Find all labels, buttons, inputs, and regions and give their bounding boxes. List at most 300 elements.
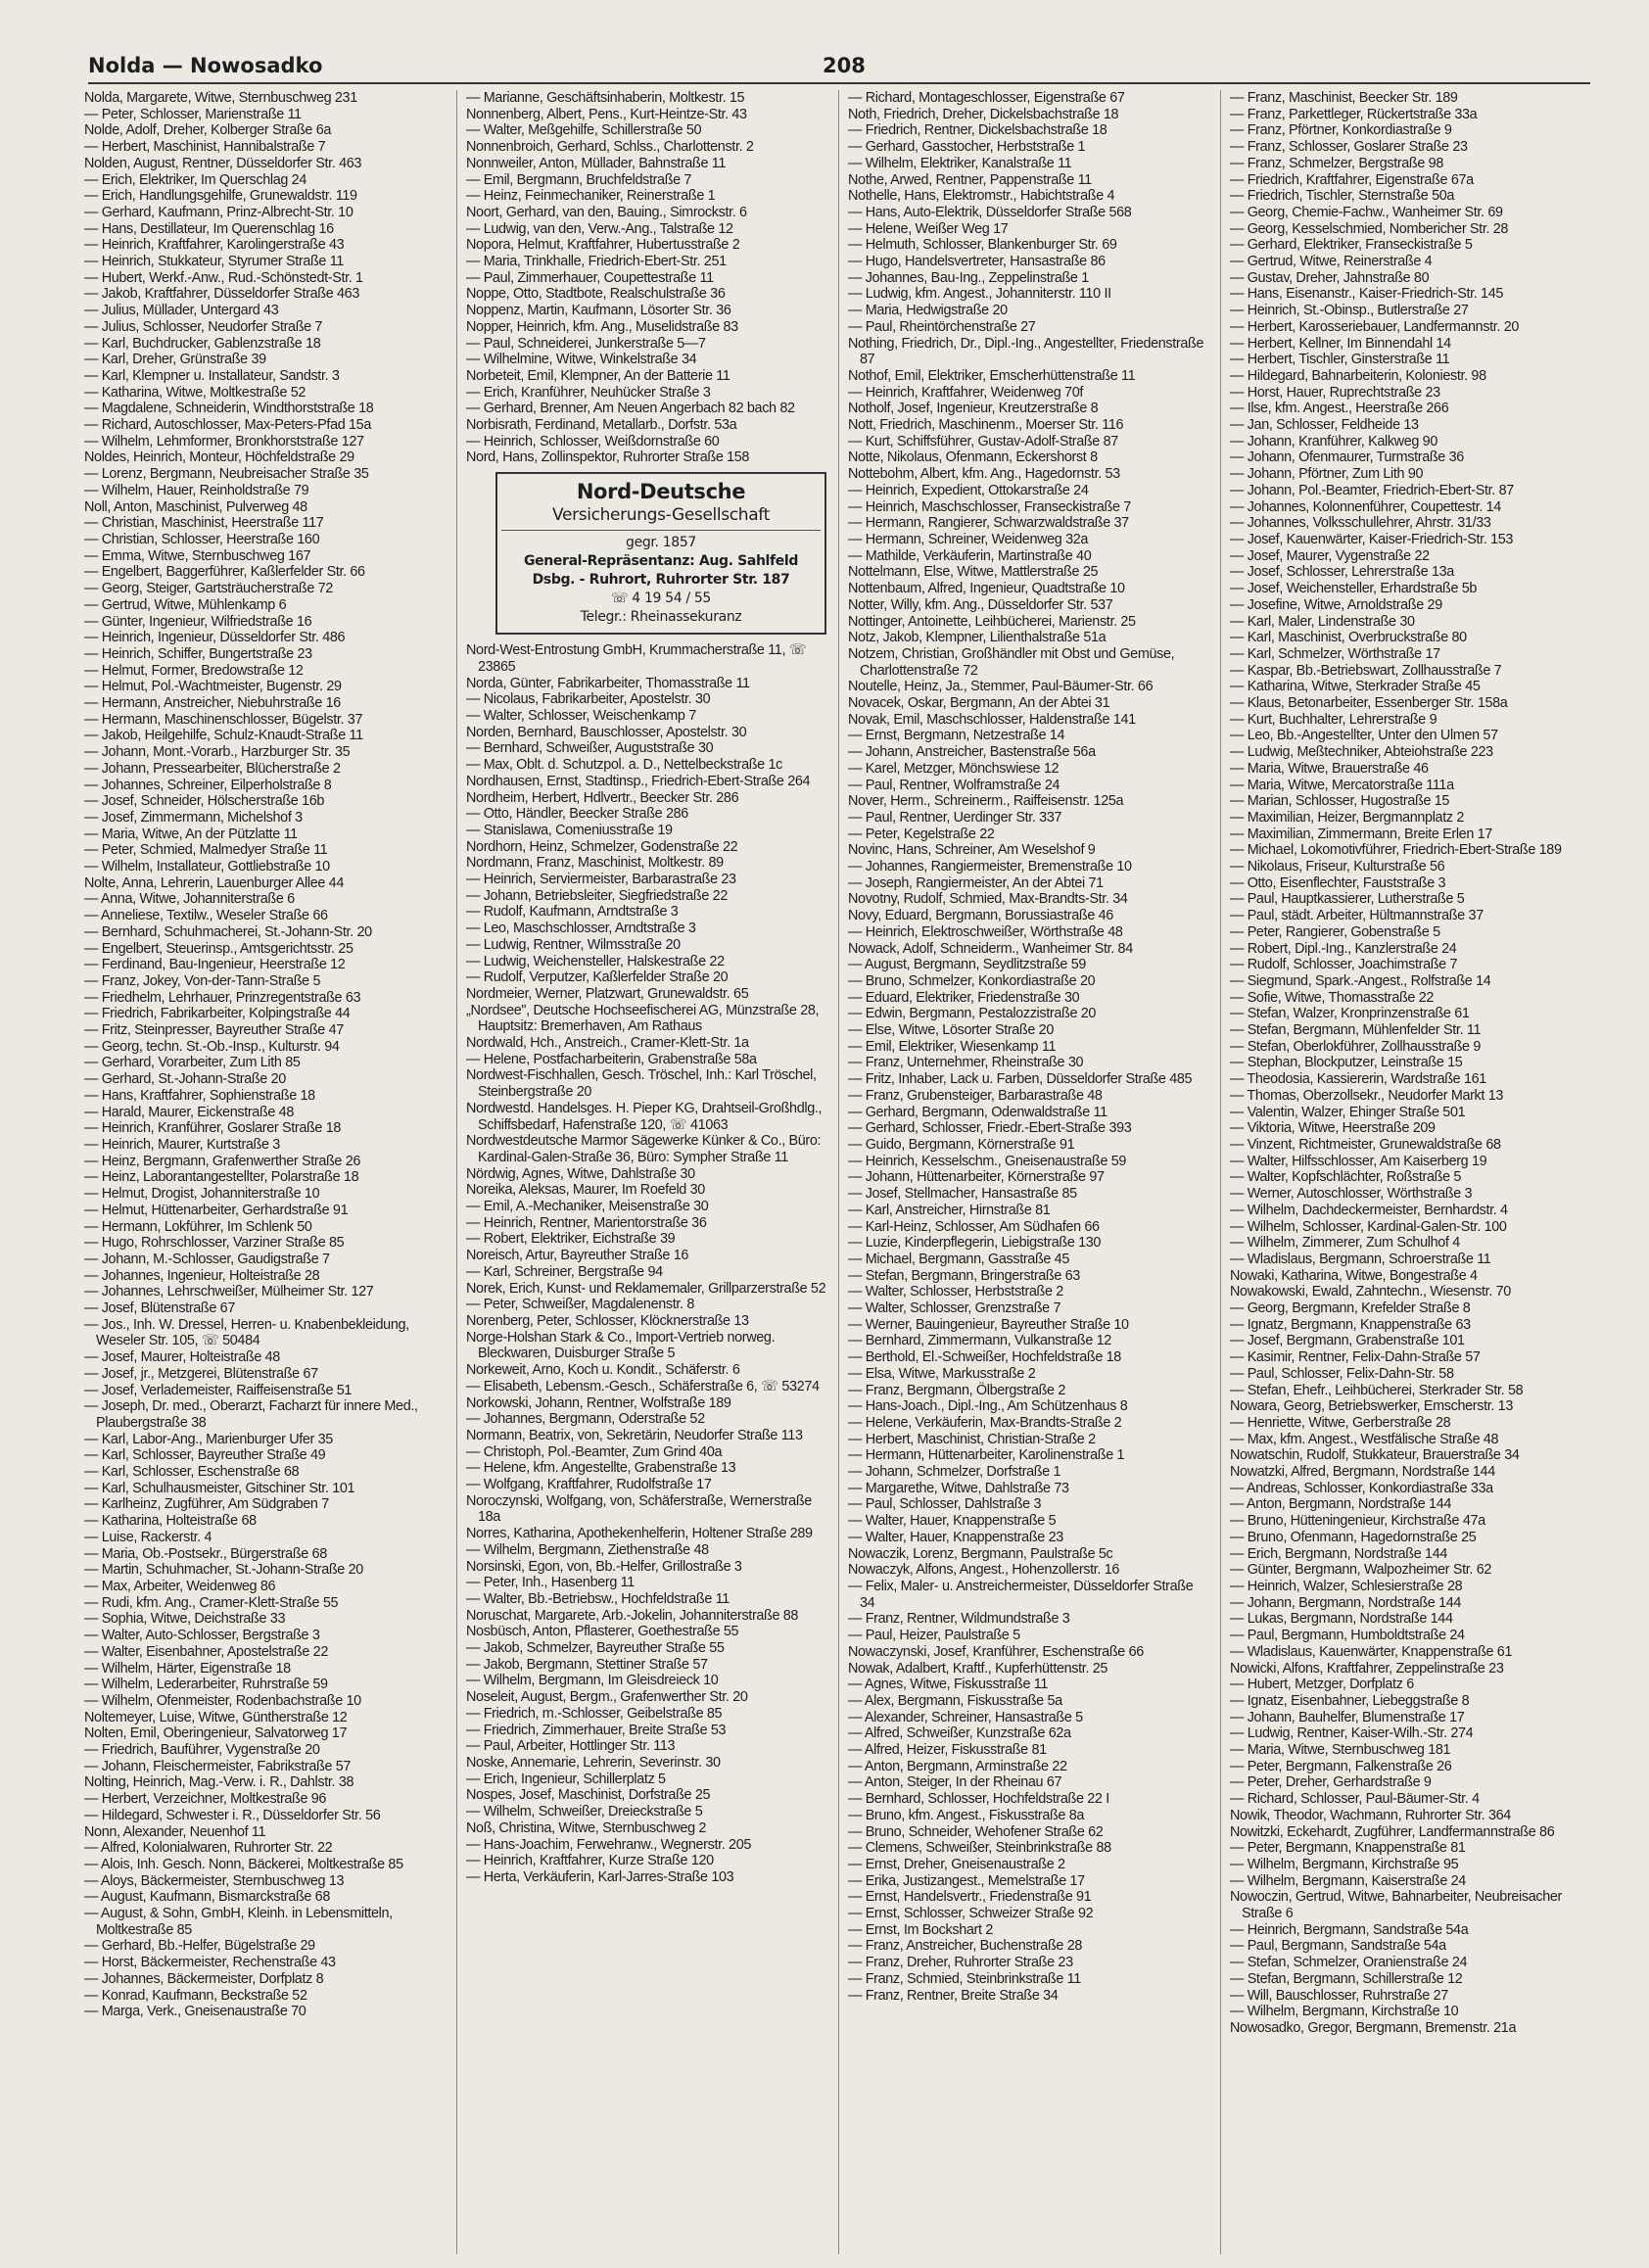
directory-entry: — Heinrich, Schlosser, Weißdornstraße 60 — [466, 433, 720, 449]
directory-entry: — Helene, Verkäuferin, Max-Brandts-Straße 2 — [848, 1414, 1122, 1431]
directory-entry: — Heinz, Bergmann, Grafenwerther Straße 26 — [84, 1153, 361, 1169]
directory-entry: Nonnenberg, Albert, Pens., Kurt-Heintze-Str. 43 — [466, 106, 747, 122]
directory-entry: — Franz, Parkettleger, Rückertstraße 33a — [1230, 106, 1478, 122]
directory-entry: Nottebohm, Albert, kfm. Ang., Hagedornstr. 53 — [848, 466, 1120, 483]
directory-entry: Nolten, Emil, Oberingenieur, Salvatorweg 17 — [84, 1725, 348, 1742]
directory-entry: Norres, Katharina, Apothekenhelferin, Holtener Straße 289 — [466, 1526, 813, 1542]
directory-entry: — Alfred, Schweißer, Kunzstraße 62a — [848, 1725, 1071, 1742]
directory-entry: — Katharina, Holteistraße 68 — [84, 1513, 257, 1530]
directory-entry: — Jakob, Bergmann, Stettiner Straße 57 — [466, 1656, 708, 1673]
directory-entry: — Stefan, Bergmann, Schillerstraße 12 — [1230, 1970, 1463, 1987]
directory-entry: — Josefine, Witwe, Arnoldstraße 29 — [1230, 596, 1442, 613]
directory-entry: — Erika, Justizangest., Memelstraße 17 — [848, 1872, 1085, 1889]
directory-entry: — Walter, Bb.-Betriebsw., Hochfeldstraße 11 — [466, 1590, 730, 1607]
directory-entry: Nopora, Helmut, Kraftfahrer, Hubertusstraße 2 — [466, 237, 740, 254]
directory-entry: — Leo, Maschschlosser, Arndtstraße 3 — [466, 921, 696, 937]
directory-entry: — Friedrich, Rentner, Dickelsbachstraße 18 — [848, 122, 1107, 139]
directory-entry: Norenberg, Peter, Schlosser, Klöcknerstraße 13 — [466, 1313, 749, 1329]
directory-entry: — Johann, Schmelzer, Dorfstraße 1 — [848, 1464, 1061, 1481]
directory-entry: Noppenz, Martin, Kaufmann, Lösorter Str. 36 — [466, 303, 731, 319]
directory-entry: — Josef, Bergmann, Grabenstraße 101 — [1230, 1333, 1465, 1349]
directory-entry: — Josef, Weichensteller, Erhardstraße 5b — [1230, 581, 1478, 597]
directory-entry: — Heinrich, Schiffer, Bungertstraße 23 — [84, 645, 312, 662]
directory-entry: — Gerhard, Schlosser, Friedr.-Ebert-Straße 393 — [848, 1120, 1132, 1137]
directory-entry: — Rudolf, Kaufmann, Arndtstraße 3 — [466, 904, 679, 921]
directory-entry: Noort, Gerhard, van den, Bauing., Simrockstr. 6 — [466, 204, 747, 220]
directory-entry: — Walter, Schlosser, Herbststraße 2 — [848, 1284, 1063, 1300]
directory-entry: — Luise, Rackerstr. 4 — [84, 1529, 212, 1545]
directory-entry: — Josef, Zimmermann, Michelshof 3 — [84, 809, 303, 826]
directory-entry: — Walter, Hauer, Knappenstraße 23 — [848, 1529, 1063, 1545]
directory-entry: Nowicki, Alfons, Kraftfahrer, Zeppelinstraße 23 — [1230, 1660, 1504, 1677]
directory-entry: — Peter, Dreher, Gerhardstraße 9 — [1230, 1774, 1432, 1791]
directory-entry: — Engelbert, Baggerführer, Kaßlerfelder Str. 66 — [84, 564, 365, 581]
directory-entry: — Wilhelm, Bergmann, Kirchstraße 10 — [1230, 2004, 1459, 2020]
directory-entry: Nowaczik, Lorenz, Bergmann, Paulstraße 5c — [848, 1545, 1113, 1562]
directory-entry: — Alois, Inh. Gesch. Nonn, Bäckerei, Moltkestraße 85 — [84, 1856, 403, 1872]
directory-entry: — Paul, Heizer, Paulstraße 5 — [848, 1628, 1020, 1644]
directory-entry: — Johann, Ofenmaurer, Turmstraße 36 — [1230, 449, 1464, 466]
directory-entry: — Christian, Schlosser, Heerstraße 160 — [84, 531, 320, 547]
directory-entry: — Maria, Witwe, Sternbuschweg 181 — [1230, 1742, 1451, 1759]
directory-entry: — Franz, Jokey, Von-der-Tann-Straße 5 — [84, 972, 321, 989]
directory-entry: — Michael, Lokomotivführer, Friedrich-Ebert-Straße 189 — [1230, 842, 1562, 859]
directory-entry: — Georg, techn. St.-Ob.-Insp., Kulturstr. 94 — [84, 1038, 340, 1055]
directory-entry: — Ludwig, Rentner, Kaiser-Wilh.-Str. 274 — [1230, 1725, 1474, 1742]
directory-entry: — Stefan, Walzer, Kronprinzenstraße 61 — [1230, 1006, 1470, 1022]
column-4 — [1230, 90, 1592, 2254]
directory-entry: — Maria, Hedwigstraße 20 — [848, 303, 1008, 319]
directory-entry: — Stefan, Ehefr., Leihbücherei, Sterkrader Str. 58 — [1230, 1382, 1524, 1398]
directory-entry: — Emil, Elektriker, Wiesenkamp 11 — [848, 1038, 1057, 1055]
directory-entry: — Peter, Rangierer, Gobenstraße 5 — [1230, 923, 1440, 940]
directory-entry: Nolte, Anna, Lehrerin, Lauenburger Allee 44 — [84, 874, 344, 891]
directory-entry: — Franz, Anstreicher, Buchenstraße 28 — [848, 1938, 1083, 1955]
directory-entry: — Bruno, Hütteningenieur, Kirchstraße 47a — [1230, 1513, 1485, 1530]
directory-entry: Nonn, Alexander, Neuenhof 11 — [84, 1823, 266, 1840]
directory-entry: Noldes, Heinrich, Monteur, Höchfeldstraße 29 — [84, 449, 354, 466]
directory-entry: — Hugo, Handelsvertreter, Hansastraße 86 — [848, 254, 1106, 270]
directory-entry: — Heinrich, Kraftfahrer, Weidenweg 70f — [848, 384, 1083, 401]
directory-entry: — Gerhard, Brenner, Am Neuen Angerbach 82 bach 82 — [466, 401, 795, 417]
directory-entry: — Erich, Kranführer, Neuhücker Straße 3 — [466, 384, 711, 401]
directory-entry: — Michael, Bergmann, Gasstraße 45 — [848, 1251, 1069, 1267]
directory-entry: — Werner, Bauingenieur, Bayreuther Straße 10 — [848, 1316, 1129, 1333]
ad-address: Dsbg. - Ruhrort, Ruhrorter Str. 187 — [532, 572, 790, 589]
directory-entry: — Andreas, Schlosser, Konkordiastraße 33a — [1230, 1480, 1493, 1496]
header-range: Nolda — Nowosadko — [88, 54, 323, 77]
directory-entry: — Peter, Inh., Hasenberg 11 — [466, 1575, 635, 1591]
directory-entry: Notzem, Christian, Großhändler mit Obst und Gemüse, Charlottenstraße 72 — [848, 645, 1175, 679]
directory-entry: — Christian, Maschinist, Heerstraße 117 — [84, 515, 324, 532]
ad-name-line1: Nord-Deutsche — [576, 480, 746, 504]
directory-entry: — Ernst, Im Bockshart 2 — [848, 1921, 993, 1938]
directory-entry: Nördwig, Agnes, Witwe, Dahlstraße 30 — [466, 1165, 695, 1182]
directory-entry: Nowack, Adolf, Schneiderm., Wanheimer Str. 84 — [848, 940, 1133, 957]
directory-entry: — Hans, Destillateur, Im Querenschlag 16 — [84, 220, 334, 237]
directory-entry: Novinc, Hans, Schreiner, Am Weselshof 9 — [848, 842, 1096, 859]
directory-entry: — Herbert, Karosseriebauer, Landfermannstr. 20 — [1230, 318, 1520, 335]
directory-entry: — Wilhelm, Ofenmeister, Rodenbachstraße 10 — [84, 1692, 361, 1709]
directory-entry: — Rudolf, Verputzer, Kaßlerfelder Straße 20 — [466, 969, 729, 986]
directory-entry: — Erich, Elektriker, Im Querschlag 24 — [84, 171, 306, 188]
directory-entry: Nolda, Margarete, Witwe, Sternbuschweg 231 — [84, 90, 357, 106]
directory-entry: — Anton, Bergmann, Nordstraße 144 — [1230, 1496, 1452, 1513]
directory-entry: Noseleit, August, Bergm., Grafenwerther Str. 20 — [466, 1689, 748, 1706]
directory-entry: — Maria, Witwe, Brauerstraße 46 — [1230, 760, 1429, 777]
directory-entry: Nowitzki, Eckehardt, Zugführer, Landfermannstraße 86 — [1230, 1823, 1555, 1840]
directory-entry: Noltemeyer, Luise, Witwe, Güntherstraße 12 — [84, 1709, 348, 1725]
directory-entry: — Heinrich, Serviermeister, Barbarastraße 23 — [466, 872, 736, 888]
directory-entry: — Hugo, Rohrschlosser, Varziner Straße 85 — [84, 1235, 345, 1252]
directory-entry: — Maria, Ob.-Postsekr., Bürgerstraße 68 — [84, 1545, 327, 1562]
directory-entry: — Christoph, Pol.-Beamter, Zum Grind 40a — [466, 1443, 723, 1460]
directory-entry: — Bruno, Ofenmann, Hagedornstraße 25 — [1230, 1529, 1477, 1545]
directory-entry: — Josef, Stellmacher, Hansastraße 85 — [848, 1186, 1077, 1203]
directory-entry: — Thomas, Oberzollsekr., Neudorfer Markt 13 — [1230, 1087, 1504, 1104]
directory-entry: — Wilhelm, Hauer, Reinholdstraße 79 — [84, 482, 309, 498]
directory-entry: — Wilhelm, Härter, Eigenstraße 18 — [84, 1660, 291, 1677]
directory-entry: — Bruno, Schmelzer, Konkordiastraße 20 — [848, 972, 1096, 989]
directory-entry: — Wilhelm, Elektriker, Kanalstraße 11 — [848, 155, 1072, 171]
directory-entry: — Johannes, Bergmann, Oderstraße 52 — [466, 1411, 705, 1428]
directory-entry: — Johannes, Lehrschweißer, Mülheimer Str. 127 — [84, 1284, 374, 1300]
directory-entry: — Clemens, Schweißer, Steinbrinkstraße 88 — [848, 1840, 1111, 1857]
directory-entry: — Gerhard, Kaufmann, Prinz-Albrecht-Str. 10 — [84, 204, 353, 220]
directory-entry: Nonnweiler, Anton, Müllader, Bahnstraße 11 — [466, 155, 727, 171]
directory-entry: Nordheim, Herbert, Hdlvertr., Beecker Str. 286 — [466, 789, 739, 806]
directory-entry: Novy, Eduard, Bergmann, Borussiastraße 46 — [848, 908, 1113, 924]
directory-entry: — Anneliese, Textilw., Weseler Straße 66 — [84, 908, 328, 924]
directory-entry: — Hans-Joachim, Ferwehranw., Wegnerstr. 205 — [466, 1836, 752, 1853]
directory-entry: — Ludwig, kfm. Angest., Johanniterstr. 110 II — [848, 286, 1111, 303]
directory-entry: — Josef, Blütenstraße 67 — [84, 1300, 235, 1317]
directory-entry: — Paul, Arbeiter, Hottlinger Str. 113 — [466, 1738, 676, 1755]
directory-entry: — Emil, A.-Mechaniker, Meisenstraße 30 — [466, 1199, 709, 1215]
directory-entry: Nowara, Georg, Betriebswerker, Emscherstr. 13 — [1230, 1398, 1513, 1415]
directory-entry: — Helmut, Pol.-Wachtmeister, Bugenstr. 29 — [84, 679, 342, 695]
directory-entry: — Paul, Schneiderei, Junkerstraße 5—7 — [466, 335, 706, 352]
directory-entry: — Paul, Schlosser, Dahlstraße 3 — [848, 1496, 1042, 1513]
directory-entry: — Helene, Postfacharbeiterin, Grabenstraße 58a — [466, 1051, 757, 1067]
directory-entry: — Werner, Autoschlosser, Wörthstraße 3 — [1230, 1186, 1473, 1203]
directory-entry: — Wladislaus, Bergmann, Schroerstraße 11 — [1230, 1251, 1491, 1267]
directory-entry: — Karl, Maler, Lindenstraße 30 — [1230, 613, 1415, 630]
directory-entry: Notter, Willy, kfm. Ang., Düsseldorfer Str. 537 — [848, 596, 1113, 613]
directory-entry: — Heinrich, Expedient, Ottokarstraße 24 — [848, 482, 1089, 498]
directory-entry: — Kasimir, Rentner, Felix-Dahn-Straße 57 — [1230, 1349, 1481, 1366]
directory-entry: — Wilhelm, Lederarbeiter, Ruhrstraße 59 — [84, 1677, 328, 1693]
directory-entry: Nordwestd. Handelsges. H. Pieper KG, Drahtseil-Großhdlg., Schiffsbedarf, Hafenstraße 120, ☏ 41063 — [466, 1100, 823, 1133]
column-rule — [456, 90, 457, 2254]
directory-entry: — Rudolf, Schlosser, Joachimstraße 7 — [1230, 957, 1458, 973]
directory-entry: — Gustav, Dreher, Jahnstraße 80 — [1230, 269, 1430, 286]
directory-entry: — Fritz, Steinpresser, Bayreuther Straße 47 — [84, 1022, 344, 1039]
directory-entry: — Josef, Maurer, Holteistraße 48 — [84, 1349, 280, 1366]
directory-entry: — Peter, Bergmann, Knappenstraße 81 — [1230, 1840, 1466, 1857]
directory-entry: — Ludwig, Weichensteller, Halskestraße 22 — [466, 953, 725, 969]
ad-founded: gegr. 1857 — [626, 535, 696, 551]
directory-entry: — Erich, Ingenieur, Schillerplatz 5 — [466, 1771, 666, 1787]
directory-entry: — Jakob, Schmelzer, Bayreuther Straße 55 — [466, 1640, 725, 1657]
directory-entry: — Karl, Schmelzer, Wörthstraße 17 — [1230, 645, 1440, 662]
directory-entry: — Heinrich, Kranführer, Goslarer Straße 18 — [84, 1120, 342, 1137]
directory-entry: — Herbert, Verzeichner, Moltkestraße 96 — [84, 1791, 327, 1808]
directory-entry: Nolden, August, Rentner, Düsseldorfer Str. 463 — [84, 155, 362, 171]
directory-entry: — Josef, Schneider, Hölscherstraße 16b — [84, 793, 325, 810]
directory-entry: — Magdalene, Schneiderin, Windthorststraße 18 — [84, 401, 374, 417]
directory-entry: — Alfred, Heizer, Fiskusstraße 81 — [848, 1742, 1047, 1759]
directory-entry: Noppe, Otto, Stadtbote, Realschulstraße 36 — [466, 286, 726, 303]
directory-entry: — Johann, Kranführer, Kalkweg 90 — [1230, 433, 1437, 449]
directory-entry: Norda, Günter, Fabrikarbeiter, Thomasstraße 11 — [466, 675, 750, 691]
directory-entry: — Maximilian, Zimmermann, Breite Erlen 17 — [1230, 826, 1492, 842]
directory-entry: Noreika, Aleksas, Maurer, Im Roefeld 30 — [466, 1182, 705, 1199]
directory-entry: — Ludwig, Rentner, Wilmsstraße 20 — [466, 936, 681, 953]
directory-entry: — Richard, Autoschlosser, Max-Peters-Pfad 15a — [84, 417, 371, 434]
directory-entry: — Klaus, Betonarbeiter, Essenberger Str. 158a — [1230, 695, 1508, 712]
directory-entry: Noreisch, Artur, Bayreuther Straße 16 — [466, 1248, 689, 1264]
directory-entry: — Hans, Kraftfahrer, Sophienstraße 18 — [84, 1087, 315, 1104]
column-1 — [84, 90, 447, 2254]
directory-entry: — Walter, Hauer, Knappenstraße 5 — [848, 1513, 1057, 1530]
directory-entry: Nospes, Josef, Maschinist, Dorfstraße 25 — [466, 1787, 711, 1804]
directory-entry: Noll, Anton, Maschinist, Pulverweg 48 — [84, 498, 307, 515]
directory-entry: — Marianne, Geschäftsinhaberin, Moltkestr. 15 — [466, 90, 745, 106]
directory-entry: Nowak, Adalbert, Kraftf., Kupferhüttenstr. 25 — [848, 1660, 1108, 1677]
directory-entry: — Felix, Maler- u. Anstreichermeister, Düsseldorfer Straße 34 — [848, 1578, 1194, 1611]
directory-entry: — Karel, Metzger, Mönchswiese 12 — [848, 760, 1060, 777]
directory-entry: — Stephan, Blockputzer, Leinstraße 15 — [1230, 1055, 1463, 1071]
directory-entry: — Ernst, Bergmann, Netzestraße 14 — [848, 728, 1065, 744]
directory-entry: — Gerhard, St.-Johann-Straße 20 — [84, 1071, 286, 1088]
directory-entry: — Walter, Eisenbahner, Apostelstraße 22 — [84, 1643, 328, 1660]
directory-entry: — Stefan, Bergmann, Bringerstraße 63 — [848, 1267, 1080, 1284]
directory-entry: — Karl, Schlosser, Eschenstraße 68 — [84, 1464, 300, 1481]
directory-entry: — Günter, Bergmann, Walpozheimer Str. 62 — [1230, 1562, 1492, 1579]
directory-entry: Nottinger, Antoinette, Leihbücherei, Marienstr. 25 — [848, 613, 1136, 630]
directory-entry: — Ernst, Dreher, Gneisenaustraße 2 — [848, 1856, 1065, 1872]
directory-entry: — Johann, Pförtner, Zum Lith 90 — [1230, 466, 1424, 483]
directory-entry: — Wilhelm, Lehmformer, Bronkhorststraße 127 — [84, 433, 364, 449]
directory-entry: — Wilhelm, Bergmann, Kirchstraße 95 — [1230, 1856, 1459, 1872]
directory-entry: — Josef, Schlosser, Lehrerstraße 13a — [1230, 564, 1454, 581]
directory-entry: — Peter, Schlosser, Marienstraße 11 — [84, 106, 302, 122]
directory-entry: — Karl, Dreher, Grünstraße 39 — [84, 352, 266, 368]
directory-entry: — Theodosia, Kassiererin, Wardstraße 161 — [1230, 1071, 1486, 1088]
directory-entry: — Wladislaus, Kauenwärter, Knappenstraße 61 — [1230, 1643, 1513, 1660]
directory-entry: — Wilhelm, Schweißer, Dreieckstraße 5 — [466, 1804, 703, 1820]
directory-entry: — Walter, Meßgehilfe, Schillerstraße 50 — [466, 122, 702, 139]
directory-entry: — Gerhard, Bb.-Helfer, Bügelstraße 29 — [84, 1938, 315, 1955]
directory-entry: — Johannes, Rangiermeister, Bremenstraße 10 — [848, 859, 1132, 875]
directory-entry: — Engelbert, Steuerinsp., Amtsgerichtsstr. 25 — [84, 940, 353, 957]
directory-entry: — Maximilian, Heizer, Bergmannplatz 2 — [1230, 809, 1464, 826]
directory-entry: — Peter, Schweißer, Magdalenenstr. 8 — [466, 1297, 694, 1313]
directory-entry: — Wilhelm, Bergmann, Kaiserstraße 24 — [1230, 1872, 1466, 1889]
directory-entry: — Jakob, Kraftfahrer, Düsseldorfer Straße 463 — [84, 286, 359, 303]
directory-entry: Nordmeier, Werner, Platzwart, Grunewaldstr. 65 — [466, 985, 749, 1002]
directory-entry: — Franz, Schmied, Steinbrinkstraße 11 — [848, 1970, 1081, 1987]
directory-entry: Nover, Herm., Schreinerm., Raiffeisenstr. 125a — [848, 793, 1124, 810]
directory-entry: — Will, Bauschlosser, Ruhrstraße 27 — [1230, 1987, 1448, 2004]
directory-entry: — Heinrich, Stukkateur, Styrumer Straße 11 — [84, 254, 344, 270]
directory-entry: — Georg, Kesselschmied, Nombericher Str. 28 — [1230, 220, 1509, 237]
directory-entry: Nothelle, Hans, Elektromstr., Habichtstraße 4 — [848, 188, 1115, 205]
directory-entry: — Ludwig, van den, Verw.-Ang., Talstraße 12 — [466, 220, 733, 237]
directory-entry: Nowik, Theodor, Wachmann, Ruhrorter Str. 364 — [1230, 1807, 1511, 1823]
directory-entry: — Helmut, Drogist, Johanniterstraße 10 — [84, 1186, 320, 1203]
directory-entry: Nothe, Arwed, Rentner, Pappenstraße 11 — [848, 171, 1092, 188]
directory-entry: — Friedrich, Kraftfahrer, Eigenstraße 67a — [1230, 171, 1474, 188]
ad-phone: ☏ 4 19 54 / 55 — [611, 591, 711, 607]
directory-entry: — Bernhard, Schuhmacherei, St.-Johann-Str. 20 — [84, 923, 372, 940]
directory-entry: — Hermann, Anstreicher, Niebuhrstraße 16 — [84, 695, 341, 712]
directory-entry: — Paul, Bergmann, Sandstraße 54a — [1230, 1938, 1446, 1955]
directory-entry: — Alex, Bergmann, Fiskusstraße 5a — [848, 1692, 1062, 1709]
directory-entry: Nowatschin, Rudolf, Stukkateur, Brauerstraße 34 — [1230, 1447, 1520, 1464]
directory-entry: Nowaczyk, Alfons, Angest., Hohenzollerstr. 16 — [848, 1562, 1120, 1579]
directory-entry: — Bruno, kfm. Angest., Fiskusstraße 8a — [848, 1807, 1085, 1823]
directory-entry: — Walter, Kopfschlächter, Roßstraße 5 — [1230, 1169, 1462, 1186]
directory-entry: Norden, Bernhard, Bauschlosser, Apostelstr. 30 — [466, 724, 747, 740]
directory-entry: — Henriette, Witwe, Gerberstraße 28 — [1230, 1414, 1451, 1431]
directory-entry: Noruschat, Margarete, Arb.-Jokelin, Johanniterstraße 88 — [466, 1607, 799, 1624]
directory-entry: — Wilhelm, Schlosser, Kardinal-Galen-Str. 100 — [1230, 1218, 1507, 1235]
directory-entry: — Viktoria, Witwe, Heerstraße 209 — [1230, 1120, 1436, 1137]
insurance-advertisement — [495, 472, 826, 635]
directory-entry: Nopper, Heinrich, kfm. Ang., Muselidstraße 83 — [466, 318, 738, 335]
directory-entry: — Joseph, Dr. med., Oberarzt, Facharzt für innere Med., Plaubergstraße 38 — [84, 1398, 418, 1431]
directory-entry: — Franz, Bergmann, Ölbergstraße 2 — [848, 1382, 1065, 1398]
directory-entry: Noß, Christina, Witwe, Sternbuschweg 2 — [466, 1819, 707, 1836]
directory-entry: — Karl, Schlosser, Bayreuther Straße 49 — [84, 1447, 326, 1464]
directory-entry: — Jan, Schlosser, Feldheide 13 — [1230, 417, 1419, 434]
directory-entry: — Guido, Bergmann, Körnerstraße 91 — [848, 1137, 1075, 1153]
directory-entry: — Hildegard, Schwester i. R., Düsseldorfer Str. 56 — [84, 1807, 381, 1823]
directory-entry: — Josef, Kauenwärter, Kaiser-Friedrich-Str. 153 — [1230, 531, 1514, 547]
directory-entry: Norek, Erich, Kunst- und Reklamemaler, Grillparzerstraße 52 — [466, 1280, 826, 1297]
directory-entry: — Gerhard, Bergmann, Odenwaldstraße 11 — [848, 1104, 1107, 1120]
directory-entry: — Ernst, Schlosser, Schweizer Straße 92 — [848, 1906, 1094, 1922]
directory-entry: — Heinrich, Kesselschm., Gneisenaustraße 59 — [848, 1153, 1127, 1169]
directory-entry: — Wilhelm, Bergmann, Ziethenstraße 48 — [466, 1541, 709, 1558]
page-number: 208 — [823, 54, 866, 77]
directory-entry: — Julius, Müllader, Untergard 43 — [84, 303, 279, 319]
directory-entry: — Friedrich, Fabrikarbeiter, Kolpingstraße 44 — [84, 1006, 351, 1022]
directory-entry: — Karl-Heinz, Schlosser, Am Südhafen 66 — [848, 1218, 1100, 1235]
directory-entry: — Franz, Rentner, Breite Straße 34 — [848, 1987, 1059, 2004]
directory-entry: — August, Kaufmann, Bismarckstraße 68 — [84, 1889, 330, 1906]
directory-entry: Nord-West-Entrostung GmbH, Krummacherstraße 11, ☏ 23865 — [466, 642, 807, 675]
directory-entry: — Hermann, Hüttenarbeiter, Karolinenstraße 1 — [848, 1447, 1125, 1464]
directory-entry: Nowatzki, Alfred, Bergmann, Nordstraße 144 — [1230, 1464, 1495, 1481]
directory-entry: — Karl, Labor-Ang., Marienburger Ufer 35 — [84, 1431, 333, 1447]
column-rule — [838, 90, 839, 2254]
directory-entry: Nottenbaum, Alfred, Ingenieur, Quadtstraße 10 — [848, 581, 1125, 597]
directory-entry: — Fritz, Inhaber, Lack u. Farben, Düsseldorfer Straße 485 — [848, 1071, 1193, 1088]
ad-telegram: Telegr.: Rheinassekuranz — [580, 609, 742, 626]
directory-entry: — Heinrich, Kraftfahrer, Karolingerstraße 43 — [84, 237, 345, 254]
directory-entry: — Rudi, kfm. Ang., Cramer-Klett-Straße 55 — [84, 1594, 339, 1611]
directory-entry: Nordwest-Fischhallen, Gesch. Tröschel, Inh.: Karl Tröschel, Steinbergstraße 20 — [466, 1067, 817, 1101]
directory-entry: Norbeteit, Emil, Klempner, An der Batterie 11 — [466, 367, 730, 384]
directory-entry: — Harald, Maurer, Eickenstraße 48 — [84, 1104, 294, 1120]
directory-entry: — Johann, Pol.-Beamter, Friedrich-Ebert-Str. 87 — [1230, 482, 1514, 498]
directory-entry: — Erich, Handlungsgehilfe, Grunewaldstr. 119 — [84, 188, 357, 205]
directory-entry: — Bernhard, Schweißer, Auguststraße 30 — [466, 740, 714, 757]
directory-entry: — Walter, Schlosser, Weischenkamp 7 — [466, 707, 696, 724]
directory-entry: — Leo, Bb.-Angestellter, Unter den Ulmen 57 — [1230, 728, 1498, 744]
directory-entry: — Sofie, Witwe, Thomasstraße 22 — [1230, 989, 1435, 1006]
directory-entry: Norbisrath, Ferdinand, Metallarb., Dorfstr. 53a — [466, 417, 737, 434]
directory-entry: — Wilhelm, Installateur, Gottliebstraße 10 — [84, 859, 330, 875]
directory-entry: — Franz, Schlosser, Goslarer Straße 23 — [1230, 139, 1468, 156]
directory-entry: — Herbert, Maschinist, Hannibalstraße 7 — [84, 139, 326, 156]
directory-entry: — Helene, Weißer Weg 17 — [848, 220, 1009, 237]
directory-entry: Nottelmann, Else, Witwe, Mattlerstraße 25 — [848, 564, 1099, 581]
directory-entry: — Paul, Rheintörchenstraße 27 — [848, 318, 1036, 335]
directory-entry: — Helene, kfm. Angestellte, Grabenstraße 13 — [466, 1460, 736, 1477]
directory-entry: — Johannes, Volksschullehrer, Ahrstr. 31/33 — [1230, 515, 1491, 532]
ad-name-line2: Versicherungs-Gesellschaft — [501, 504, 821, 531]
directory-entry: — Ignatz, Eisenbahner, Liebeggstraße 8 — [1230, 1692, 1470, 1709]
directory-entry: — Kaspar, Bb.-Betriebswart, Zollhausstraße 7 — [1230, 662, 1502, 679]
directory-entry: — Heinz, Laborantangestellter, Polarstraße 18 — [84, 1169, 359, 1186]
directory-entry: — Bruno, Schneider, Wehofener Straße 62 — [848, 1823, 1104, 1840]
directory-entry: — Maria, Trinkhalle, Friedrich-Ebert-Str. 251 — [466, 254, 727, 270]
directory-entry: — Hubert, Werkf.-Anw., Rud.-Schönstedt-Str. 1 — [84, 269, 363, 286]
directory-entry: — Franz, Pförtner, Konkordiastraße 9 — [1230, 122, 1452, 139]
directory-entry: — Johann, M.-Schlosser, Gaudigstraße 7 — [84, 1251, 330, 1267]
directory-entry: Norkeweit, Arno, Koch u. Kondit., Schäferstr. 6 — [466, 1362, 740, 1379]
directory-entry: — Wilhelmine, Witwe, Winkelstraße 34 — [466, 352, 697, 368]
directory-entry: — Heinrich, Bergmann, Sandstraße 54a — [1230, 1921, 1469, 1938]
directory-entry: — Heinrich, St.-Obinsp., Butlerstraße 27 — [1230, 303, 1469, 319]
directory-entry: — Walter, Schlosser, Grenzstraße 7 — [848, 1300, 1061, 1317]
directory-entry: — Vinzent, Richtmeister, Grunewaldstraße 68 — [1230, 1137, 1501, 1153]
directory-entry: — Josef, jr., Metzgerei, Blütenstraße 67 — [84, 1365, 318, 1382]
directory-entry: — Ernst, Handelsvertr., Friedenstraße 91 — [848, 1889, 1092, 1906]
directory-entry: Nott, Friedrich, Maschinenm., Moerser Str. 116 — [848, 417, 1124, 434]
directory-entry: — Hans, Auto-Elektrik, Düsseldorfer Straße 568 — [848, 204, 1132, 220]
directory-entry: — Hermann, Rangierer, Schwarzwaldstraße 37 — [848, 515, 1129, 532]
directory-entry: Nothof, Emil, Elektriker, Emscherhüttenstraße 11 — [848, 367, 1136, 384]
directory-entry: — Jakob, Heilgehilfe, Schulz-Knaudt-Straße 11 — [84, 728, 363, 744]
directory-entry: Novacek, Oskar, Bergmann, An der Abtei 31 — [848, 695, 1110, 712]
directory-entry: — Walter, Hilfsschlosser, Am Kaiserberg 19 — [1230, 1153, 1487, 1169]
directory-entry: — Luzie, Kinderpflegerin, Liebigstraße 130 — [848, 1235, 1102, 1252]
directory-entry: — Karl, Maschinist, Overbruckstraße 80 — [1230, 630, 1467, 646]
directory-entry: — Johannes, Schreiner, Eilperholstraße 8 — [84, 777, 332, 793]
directory-entry: — Peter, Bergmann, Falkenstraße 26 — [1230, 1758, 1452, 1774]
directory-entry: — Erich, Bergmann, Nordstraße 144 — [1230, 1545, 1447, 1562]
directory-entry: — Friedrich, Zimmerhauer, Breite Straße 53 — [466, 1722, 727, 1738]
directory-entry: — Hubert, Metzger, Dorfplatz 6 — [1230, 1677, 1414, 1693]
directory-entry: Norkowski, Johann, Rentner, Wolfstraße 189 — [466, 1394, 731, 1411]
directory-entry: — Johann, Betriebsleiter, Siegfriedstraße 22 — [466, 887, 728, 904]
directory-entry: — Hermann, Schreiner, Weidenweg 32a — [848, 531, 1089, 547]
directory-entry: — Friedrich, Tischler, Sternstraße 50a — [1230, 188, 1455, 205]
page-header — [88, 49, 1590, 84]
column-rule — [1220, 90, 1221, 2254]
directory-entry: — Johann, Hüttenarbeiter, Körnerstraße 97 — [848, 1169, 1105, 1186]
directory-entry: — Johannes, Kolonnenführer, Coupettestr. 14 — [1230, 498, 1501, 515]
directory-entry: — Wilhelm, Bergmann, Im Gleisdreieck 10 — [466, 1673, 719, 1689]
directory-entry: — Wilhelm, Dachdeckermeister, Bernhardstr. 4 — [1230, 1202, 1508, 1218]
directory-entry: — Johann, Mont.-Vorarb., Harzburger Str. 35 — [84, 744, 351, 761]
directory-entry: — Siegmund, Spark.-Angest., Rolfstraße 14 — [1230, 972, 1491, 989]
